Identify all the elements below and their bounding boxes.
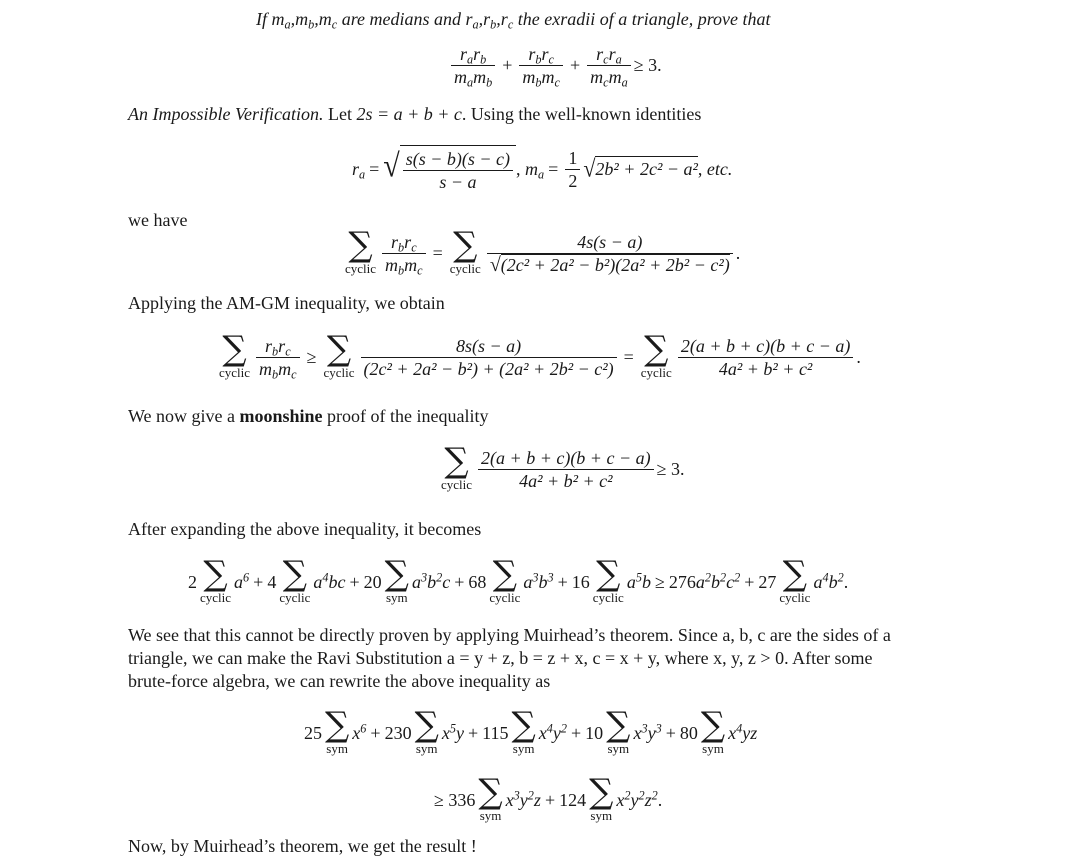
coef: 25 [304,722,322,743]
coef: 230 [384,722,412,743]
sum-limit: cyclic [279,590,311,605]
eq1-numerator: 4s(s − a) [487,231,733,254]
coef: 115 [482,722,509,743]
sigma-icon: ∑ [203,554,228,594]
eq1-denominator: (2c² + 2a² − b²)(2a² + 2b² − c²) [500,254,730,275]
sigma-icon: ∑ [282,554,307,594]
sigma-icon: ∑ [644,329,669,369]
sigma-icon: ∑ [414,705,439,745]
sum-limit: cyclic [640,365,672,380]
half-num: 1 [565,147,580,170]
coef: 2 [188,571,197,592]
sigma-icon: ∑ [326,329,352,369]
eq3-rhs: ≥ 3. [656,458,685,479]
sum-limit: cyclic [345,261,377,276]
coef: 68 [468,571,487,592]
sum-limit: sym [479,808,502,823]
section-title: An Impossible Verification. [128,104,324,124]
muirhead-line-3: brute-force algebra, we can rewrite the above inequality as [128,671,551,691]
muirhead-line-1: We see that this cannot be directly proven by applying Muirhead’s theorem. Since a, b, c are the sides of a [128,625,891,645]
statement-text-1: If [256,9,272,29]
eq2-right-denominator: 4a² + b² + c² [718,358,813,379]
etc-text: etc. [706,158,733,179]
moonshine-text [128,405,489,427]
main-inequality: $\frac{r_ar_b}{m_am_b}$ + $\frac{r_br_c}{m_bm_c}$ + $\frac{r_cr_a}{m_cm_a}$ ≥ 3. [448,40,662,90]
expanding-text: After expanding the above inequality, it becomes [128,519,482,539]
eq2-right-numerator: 2(a + b + c)(b + c − a) [678,335,854,358]
sum-limit: sym [702,741,724,756]
equation-1: ∑ cyclic $\frac{r_br_c}{m_bm_c}$ = ∑ cyclic $\frac{4s(s - a)}{\text{√(2c² + 2a² − b²)(2a² + 2b² − c²)}}$ . [345,225,741,278]
coef: 80 [679,722,698,743]
we-have-text: we have [128,210,188,230]
section-intro-text: Let 2s = a + b + c. Using the well-known identities [327,104,702,124]
problem-statement: If $m_a,m_b,m_c$ are medians and $r_a,r_b,r_c$ the exradii of a triangle, prove that [256,9,771,32]
conclusion-text: Now, by Muirhead’s theorem, we get the result ! [128,836,477,856]
coef: 20 [363,571,382,592]
sigma-icon: ∑ [222,329,247,369]
sigma-icon: ∑ [596,554,621,594]
sigma-icon: ∑ [700,705,726,745]
sum-limit: cyclic [449,261,481,276]
equation-3 [438,440,684,498]
sum-limit: cyclic [200,590,232,605]
sum-limit: cyclic [489,590,521,605]
sigma-icon: ∑ [478,772,503,812]
sum-limit: cyclic [779,590,811,605]
coef: 124 [559,789,587,810]
amgm-text: Applying the AM-GM inequality, we obtain [128,293,445,313]
section-intro [128,103,701,125]
identity-denominator: s − a [439,172,477,192]
sigma-icon: ∑ [492,554,517,594]
statement-text-3: the exradii of a triangle, prove that [513,9,771,29]
sigma-icon: ∑ [606,705,631,745]
sum-limit: cyclic [323,365,355,380]
sigma-icon: ∑ [444,441,469,481]
sum-limit: sym [590,808,613,823]
eq2-mid-numerator: 8s(s − a) [361,335,617,358]
sum-limit: sym [326,741,348,756]
statement-text-2: are medians and [337,9,466,29]
half-den: 2 [568,170,578,191]
sigma-icon: ∑ [325,705,350,745]
sigma-icon: ∑ [453,225,478,265]
coef: 4 [267,571,277,592]
sigma-icon: ∑ [511,705,536,745]
moonshine-post: proof of the inequality [322,406,489,426]
moonshine-pre: We now give a [128,406,240,426]
coef: 336 [448,789,476,810]
muirhead-line-2: triangle, we can make the Ravi Substitution a = y + z, b = z + x, c = x + y, where x, y, z > 0. After some [128,648,873,668]
sum-limit: cyclic [441,477,473,492]
identity-numerator: s(s − b)(s − c) [403,148,513,171]
moonshine-bold: moonshine [239,406,323,426]
equation-5b: ≥ 336 ∑ sym $x^3y^2z$ + 124 ∑ sym $x^2y^2z^2$ . [434,772,663,823]
sum-limit: cyclic [592,590,624,605]
coef: 27 [758,571,777,592]
median-radicand: 2b² + 2c² − a² [595,156,697,182]
sigma-icon: ∑ [348,225,373,265]
equation-2: ∑ cyclic $\frac{r_br_c}{m_bm_c}$ ≥ ∑ cyclic $\frac{8s(s - a)}{\text{(2c² + 2a² − b²) + (2a² + 2b² − c²)}}$ = ∑ cyclic $\frac{2(a + b + c)(b + c - a)}{\text{4a² + b² + c²}}$ . [219,329,861,382]
equation-4: 2 ∑ cyclic $a^6$ + 4 ∑ cyclic $a^4bc$ + 20 ∑ sym $a^3b^2c$ + 68 ∑ cyclic $a^3b^3$ + 16 ∑ cyclic $a^5b$ ≥ 276 $a^2b^2c^2$ + 27 ∑ cyclic $a^4b^2$ . [188,554,849,605]
sum-limit: sym [415,741,438,756]
eq3-numerator: 2(a + b + c)(b + c − a) [478,447,654,470]
sum-limit: sym [607,741,630,756]
sigma-icon: ∑ [589,772,614,812]
eq2-mid-denominator: (2c² + 2a² − b²) + (2a² + 2b² − c²) [363,358,614,379]
equation-5a: 25 ∑ sym $x^6$ + 230 ∑ sym $x^5y$ + 115 ∑ sym $x^4y^2$ + 10 ∑ sym $x^3y^3$ + 80 ∑ sym $x^4yz$ [304,705,758,756]
sum-limit: cyclic [219,365,251,380]
coef: 16 [571,571,590,592]
eq3-denominator: 4a² + b² + c² [519,470,613,491]
coef: 276 [668,571,696,592]
sum-limit: sym [385,590,408,605]
sigma-icon: ∑ [384,554,409,594]
coef: 10 [585,722,604,743]
sum-limit: sym [512,741,535,756]
inequality-rhs: ≥ 3. [633,54,662,75]
identities-equation: $r_a$ = √ $\frac{s(s - b)(s - c)}{s - a}$ , $m_a$ = $\frac{1}{2}$ √ 2b² + 2c² − a² , etc. [352,143,732,195]
sigma-icon: ∑ [782,554,808,594]
